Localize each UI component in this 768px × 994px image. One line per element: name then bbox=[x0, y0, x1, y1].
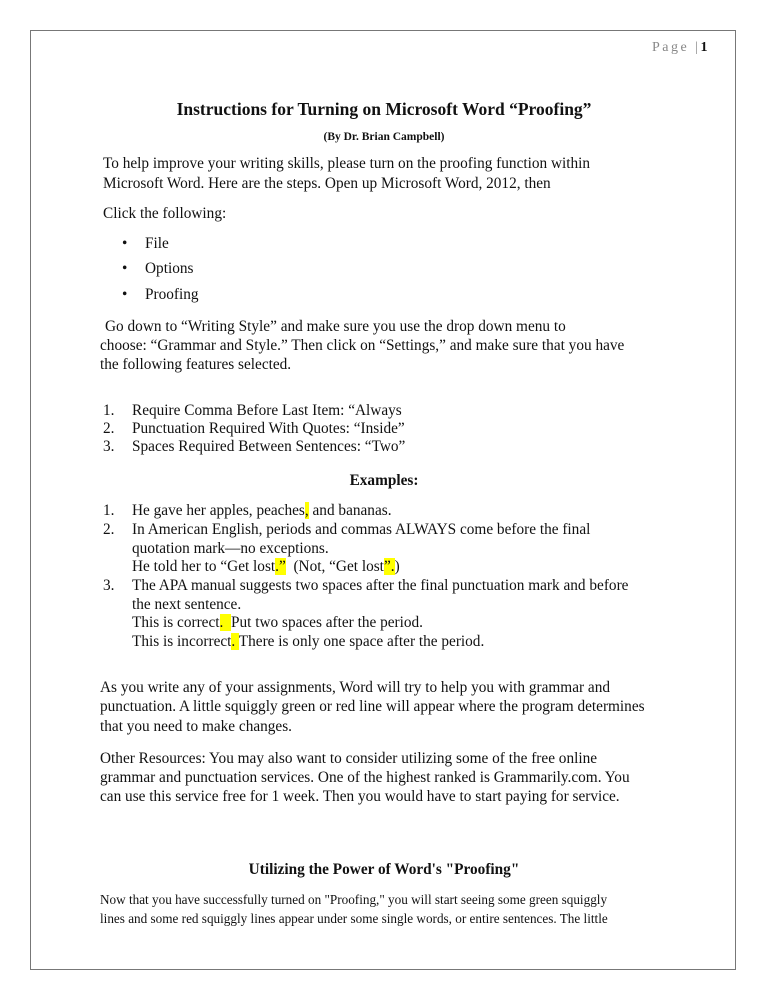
settings-num: 2. bbox=[103, 420, 115, 437]
document-title: Instructions for Turning on Microsoft Word “Proofing” bbox=[176, 99, 592, 119]
settings-item: Punctuation Required With Quotes: “Inside” bbox=[132, 420, 405, 437]
example-3-line: the next sentence. bbox=[132, 596, 242, 613]
intro-line-1: To help improve your writing skills, please turn on the proofing function within bbox=[103, 155, 591, 172]
other-resources-line: grammar and punctuation services. One of the highest ranked is Grammarily.com. You bbox=[100, 769, 630, 786]
example-num: 2. bbox=[103, 521, 115, 538]
example-3-line: The APA manual suggests two spaces after the final punctuation mark and before bbox=[132, 577, 629, 594]
as-you-write-line: that you need to make changes. bbox=[100, 718, 292, 735]
intro-line-2: Microsoft Word. Here are the steps. Open up Microsoft Word, 2012, then bbox=[103, 175, 551, 192]
settings-item: Spaces Required Between Sentences: “Two” bbox=[132, 438, 406, 455]
examples-heading: Examples: bbox=[349, 472, 419, 489]
example-2-line: He told her to “Get lost.” (Not, “Get lost”.) bbox=[132, 558, 400, 575]
as-you-write-line: As you write any of your assignments, Word will try to help you with grammar and bbox=[100, 679, 611, 696]
click-following: Click the following: bbox=[103, 205, 227, 222]
bullet-icon: • bbox=[122, 235, 128, 252]
example-2-line: quotation mark—no exceptions. bbox=[132, 540, 329, 557]
settings-num: 1. bbox=[103, 402, 115, 419]
settings-item: Require Comma Before Last Item: “Always bbox=[132, 402, 402, 419]
section-heading: Utilizing the Power of Word's "Proofing" bbox=[248, 861, 520, 878]
go-down-line: the following features selected. bbox=[100, 356, 292, 373]
example-3-incorrect: This is incorrect. There is only one space after the period. bbox=[132, 633, 485, 650]
bullet-item: Proofing bbox=[145, 286, 199, 303]
bullet-item: File bbox=[145, 235, 169, 252]
now-para-line: Now that you have successfully turned on "Proofing," you will start seeing some green squiggly bbox=[100, 892, 608, 907]
example-3-correct: This is correct. Put two spaces after the period. bbox=[132, 614, 424, 631]
example-1: He gave her apples, peaches, and bananas. bbox=[132, 502, 392, 519]
go-down-line: Go down to “Writing Style” and make sure you use the drop down menu to bbox=[105, 318, 566, 335]
example-num: 3. bbox=[103, 577, 115, 594]
page-header: Page |1 bbox=[651, 40, 710, 55]
now-para-line: lines and some red squiggly lines appear under some single words, or entire sentences. The little bbox=[100, 911, 608, 926]
settings-num: 3. bbox=[103, 438, 115, 455]
other-resources-line: can use this service free for 1 week. Then you would have to start paying for service. bbox=[100, 788, 620, 805]
bullet-icon: • bbox=[122, 286, 128, 303]
byline: (By Dr. Brian Campbell) bbox=[323, 131, 445, 143]
bullet-icon: • bbox=[122, 260, 128, 277]
other-resources-line: Other Resources: You may also want to consider utilizing some of the free online bbox=[100, 750, 598, 767]
as-you-write-line: punctuation. A little squiggly green or red line will appear where the program determines bbox=[100, 698, 645, 715]
example-2-line: In American English, periods and commas ALWAYS come before the final bbox=[132, 521, 591, 538]
bullet-item: Options bbox=[145, 260, 194, 277]
go-down-line: choose: “Grammar and Style.” Then click on “Settings,” and make sure that you have bbox=[100, 337, 625, 354]
example-num: 1. bbox=[103, 502, 115, 519]
